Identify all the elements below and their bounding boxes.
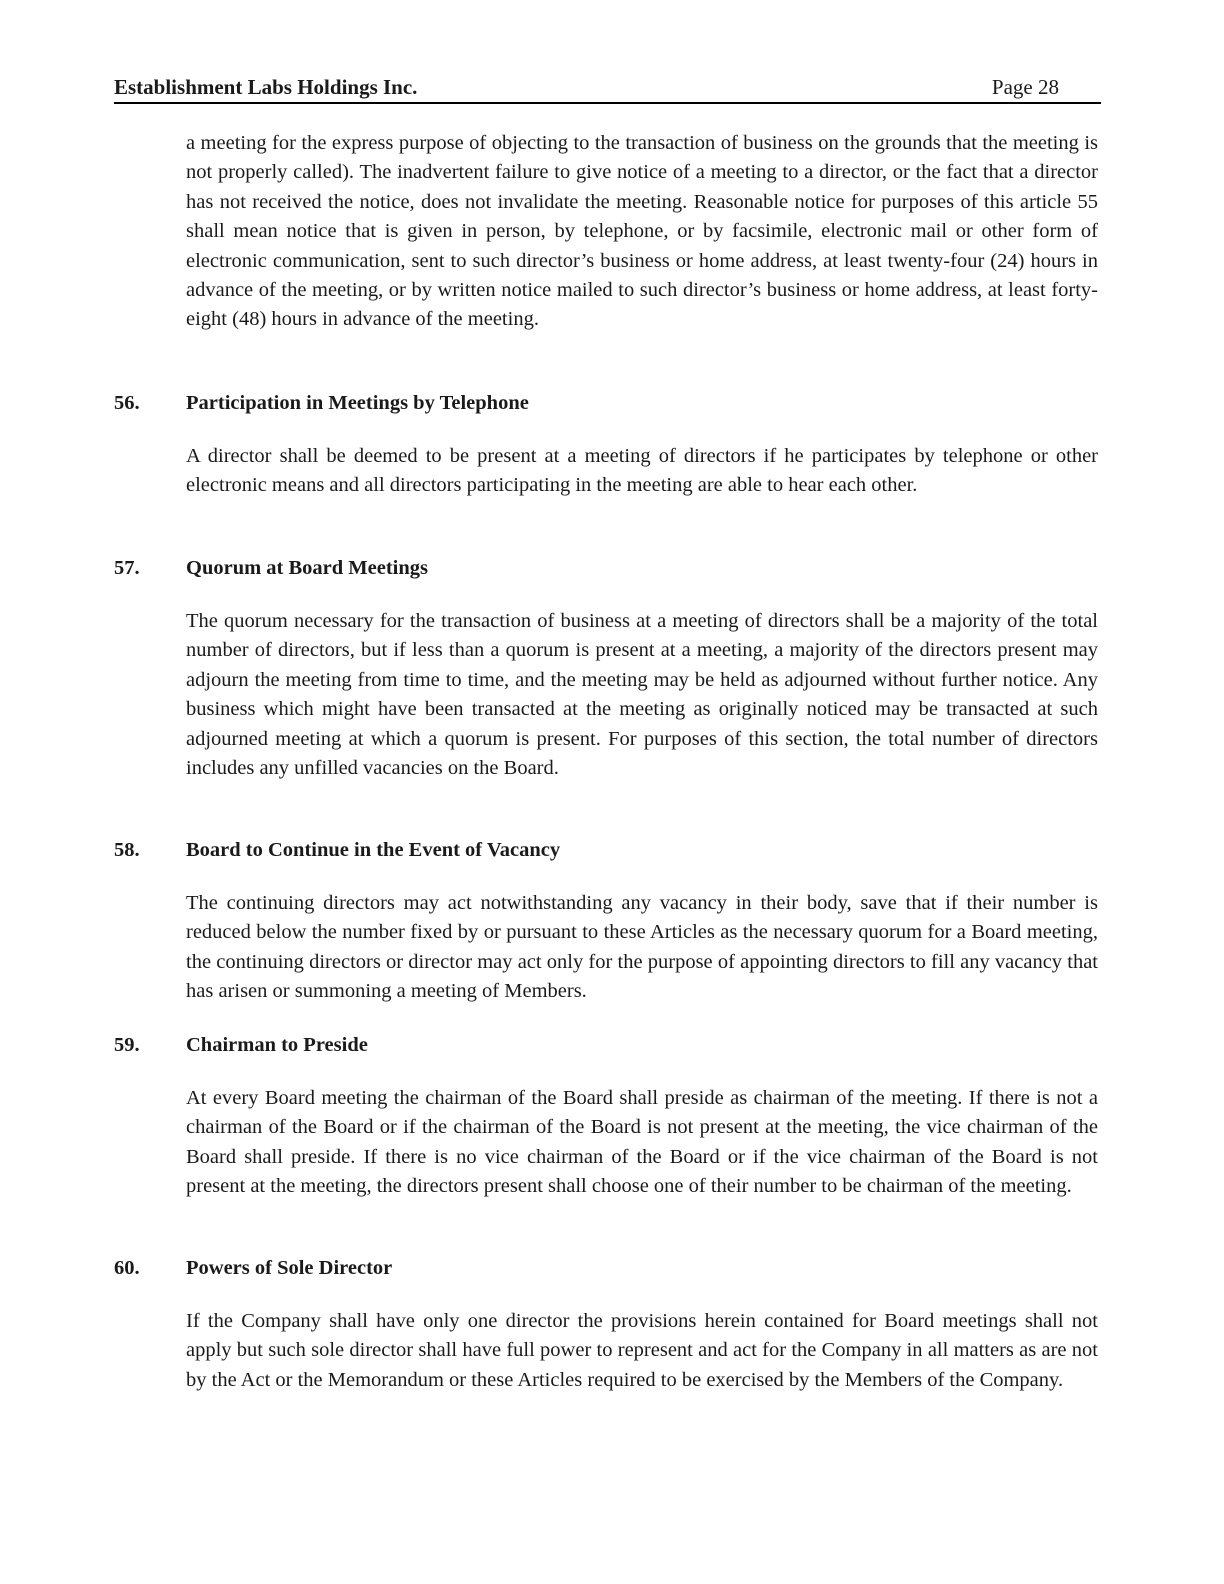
section-heading-56: [114, 389, 529, 418]
section-heading-58: [114, 836, 560, 865]
section-title: Chairman to Preside: [186, 1034, 368, 1056]
section-body-56: A director shall be deemed to be present at a meeting of directors if he participates by telephone or other electronic means and all directors participating in the meeting are able to hear each other.: [186, 445, 1098, 497]
section-body-60: If the Company shall have only one director the provisions herein contained for Board meetings shall not apply but such sole director shall have full power to represent and act for the Company in all matters as are not by the Act or the Memorandum or these Articles required to be exercised by the Members of the Company.: [186, 1310, 1098, 1391]
section-number: 59.: [114, 1034, 140, 1056]
section-number: 58.: [114, 839, 140, 861]
company-name: Establishment Labs Holdings Inc.: [114, 75, 418, 99]
section-body-59: At every Board meeting the chairman of the Board shall preside as chairman of the meeting. If there is not a chairman of the Board or if the chairman of the Board is not present at the meeting, the vice chairman of the Board shall preside. If there is no vice chairman of the Board or if the vice chairman of the Board is not present at the meeting, the directors present shall choose one of their number to be chairman of the meeting.: [186, 1087, 1098, 1198]
section-title: Board to Continue in the Event of Vacancy: [186, 839, 561, 861]
section-number: 60.: [114, 1257, 140, 1279]
section-body-57: The quorum necessary for the transaction of business at a meeting of directors shall be a majority of the total number of directors, but if less than a quorum is present at a meeting, a majority of the directors present may adjourn the meeting from time to time, and the meeting may be held as adjourned without further notice. Any business which might have been transacted at the meeting as originally noticed may be transacted at such adjourned meeting at which a quorum is present. For purposes of this section, the total number of directors includes any unfilled vacancies on the Board.: [186, 610, 1098, 780]
section-heading-57: [114, 554, 428, 583]
section-heading-59: [114, 1031, 368, 1060]
section-title: Quorum at Board Meetings: [186, 557, 428, 579]
section-body-58: The continuing directors may act notwithstanding any vacancy in their body, save that if their number is reduced below the number fixed by or pursuant to these Articles as the necessary quorum for a Board meeting, the continuing directors or director may act only for the purpose of appointing directors to fill any vacancy that has arisen or summoning a meeting of Members.: [186, 892, 1098, 1003]
section-number: 56.: [114, 392, 140, 414]
page-number: Page 28: [991, 75, 1059, 99]
intro-paragraph: a meeting for the express purpose of objecting to the transaction of business on the grounds that the meeting is not properly called). The inadvertent failure to give notice of a meeting to a director, or the fact that a director has not received the notice, does not invalidate the meeting. Reasonable notice for purposes of this article 55 shall mean notice that is given in person, by telephone, or by facsimile, electronic mail or other form of electronic communication, sent to such director’s business or home address, at least twenty-four (24) hours in advance of the meeting, or by written notice mailed to such director’s business or home address, at least forty-eight (48) hours in advance of the meeting.: [186, 132, 1098, 331]
section-heading-60: [114, 1254, 392, 1283]
section-title: Powers of Sole Director: [186, 1257, 393, 1279]
section-number: 57.: [114, 557, 140, 579]
page-header: [114, 74, 1101, 104]
section-title: Participation in Meetings by Telephone: [186, 392, 529, 414]
